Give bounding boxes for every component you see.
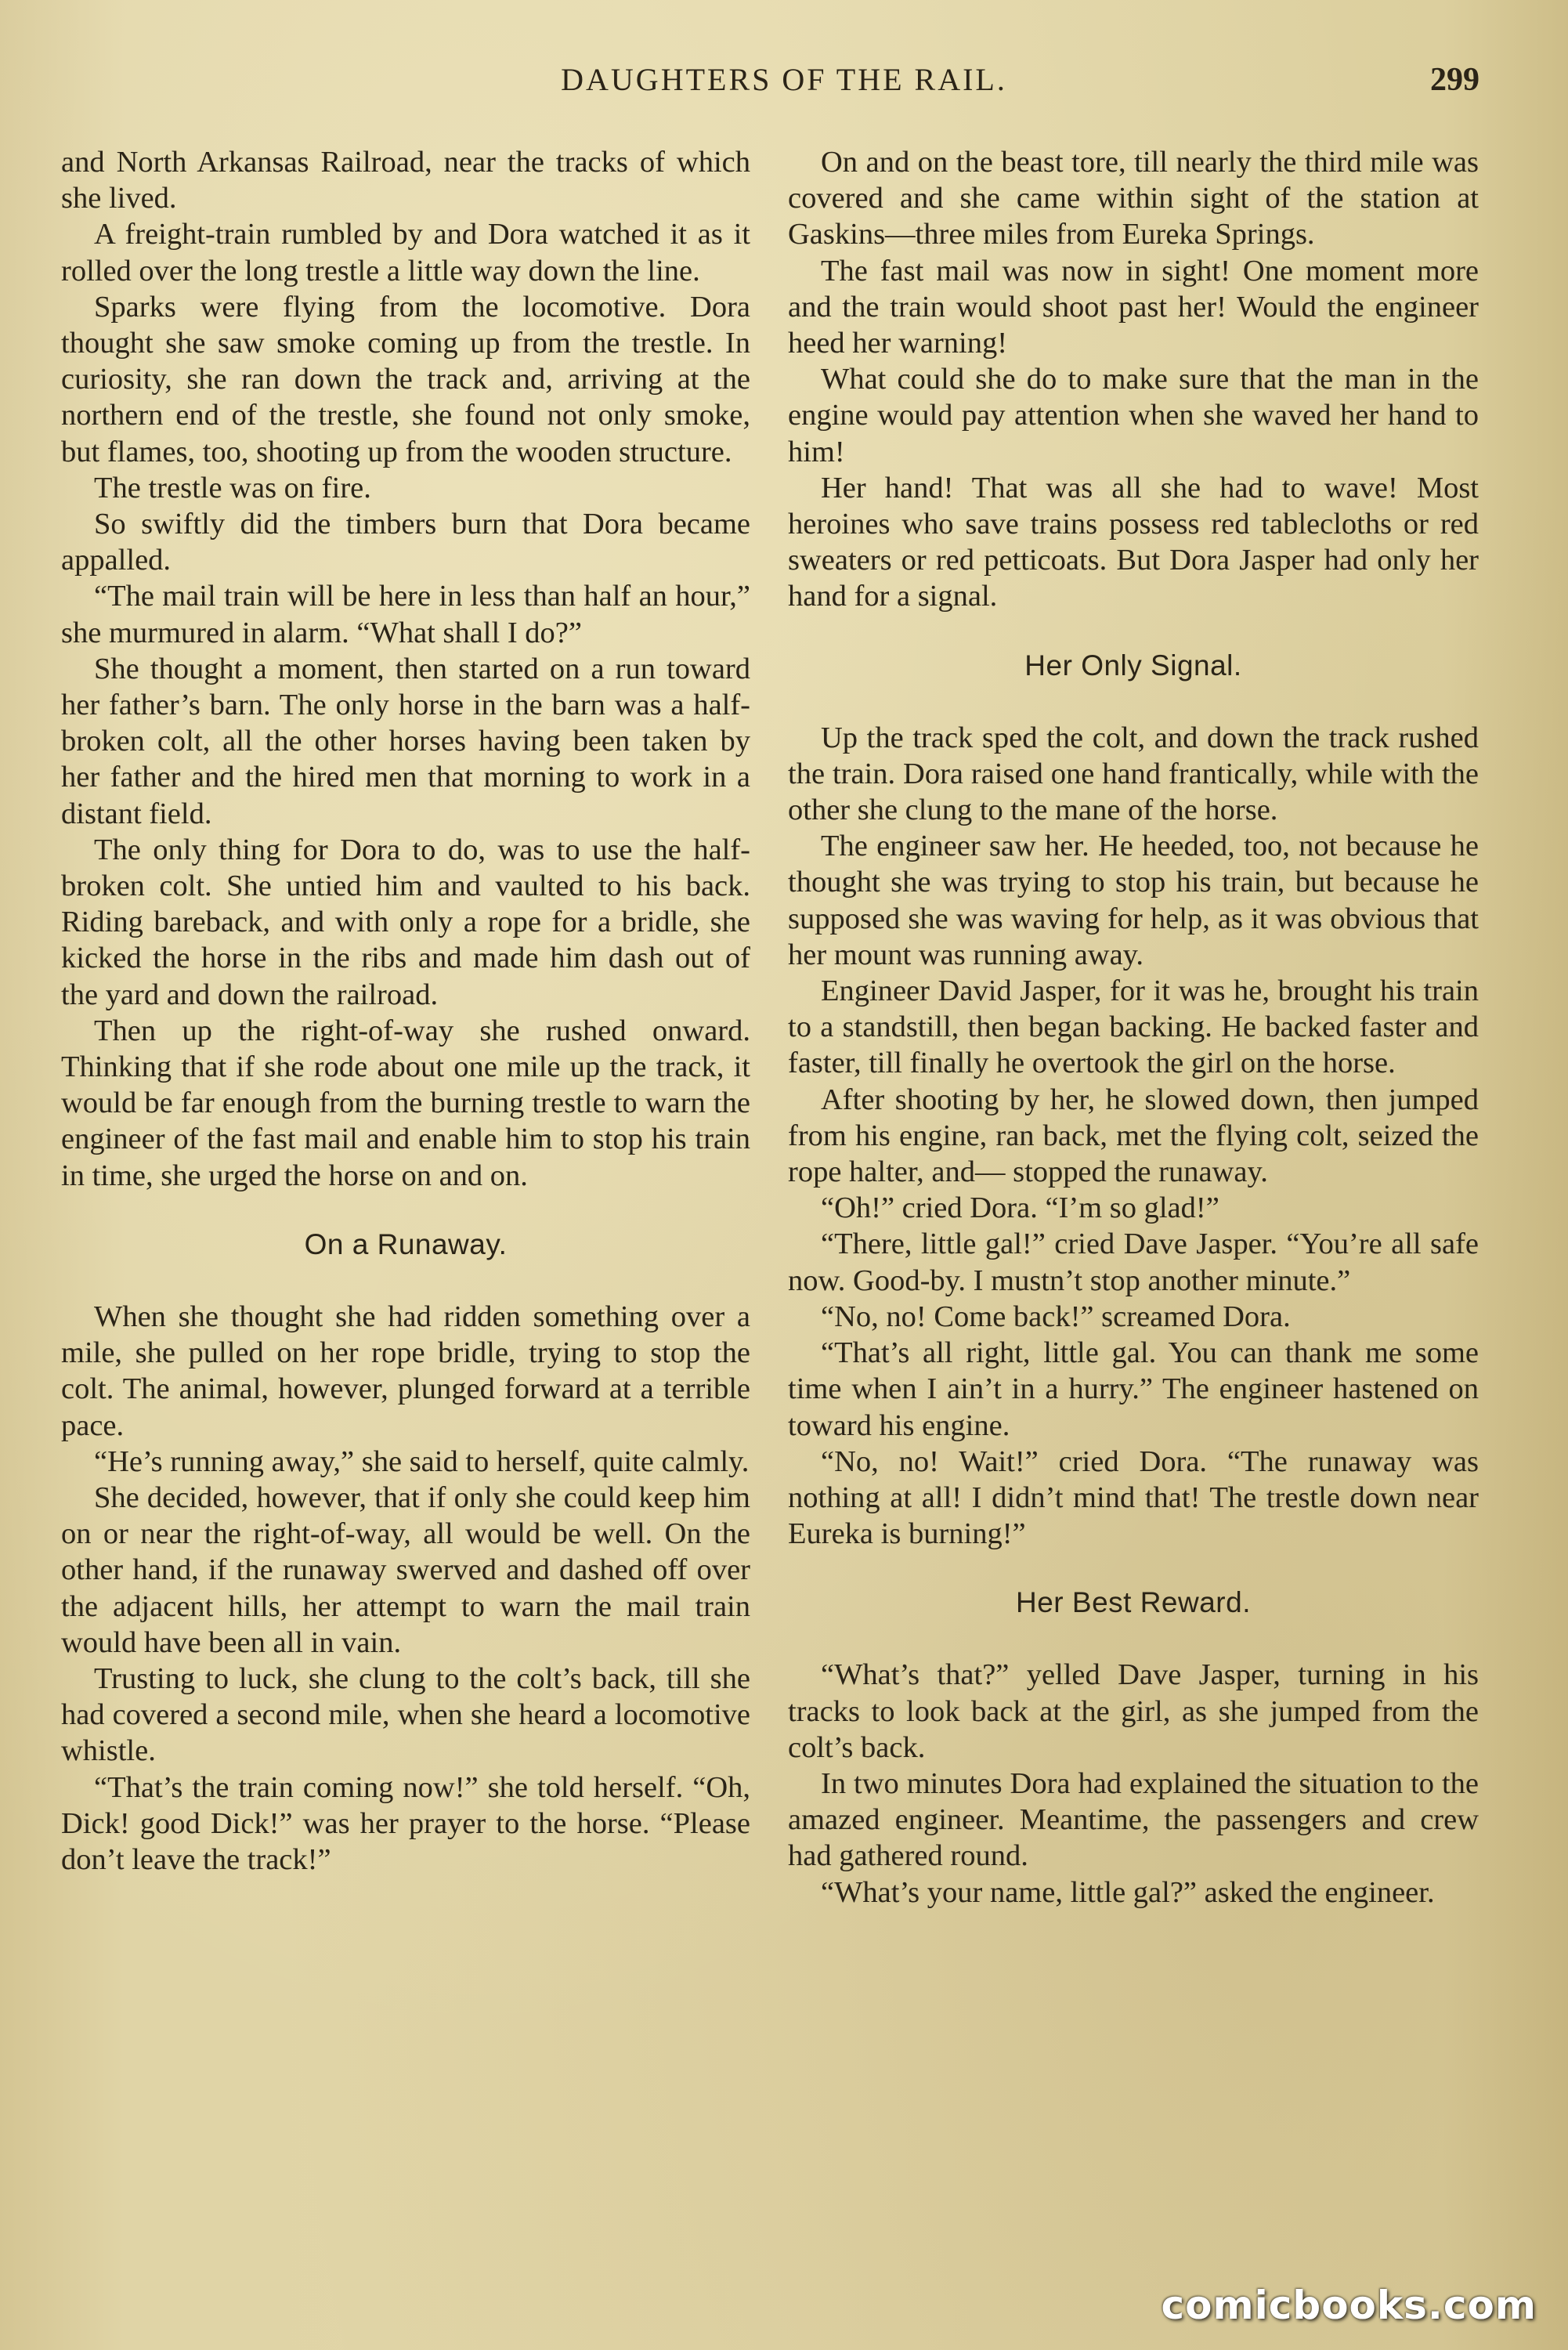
paragraph: What could she do to make sure that the man in the engine would pay attention when she waved her hand to him! — [788, 363, 1479, 468]
paragraph: and North Arkansas Railroad, near the tracks of which she lived. — [61, 146, 750, 215]
paragraph: “Oh!” cried Dora. “I’m so glad!” — [821, 1191, 1219, 1225]
paragraph: She thought a moment, then started on a run toward her father’s barn. The only horse in the barn was a half-broken colt, all the other horses having been taken by her father and the hired men that morning to work in a distant field. — [61, 652, 750, 830]
paragraph: “What’s your name, little gal?” asked the engineer. — [821, 1875, 1435, 1909]
paragraph: A freight-train rumbled by and Dora watched it as it rolled over the long trestle a little way down the line. — [61, 218, 750, 287]
paragraph: “That’s all right, little gal. You can thank me some time when I ain’t in a hurry.” The engineer hastened on toward his engine. — [788, 1336, 1479, 1442]
section-heading: Her Only Signal. — [1024, 649, 1242, 682]
paragraph: On and on the beast tore, till nearly the third mile was covered and she came within sight of the station at Gaskins—three miles from Eureka Springs. — [788, 146, 1479, 251]
paragraph: Trusting to luck, she clung to the colt’s back, till she had covered a second mile, when she heard a locomotive whistle. — [61, 1661, 750, 1768]
paragraph: “No, no! Come back!” screamed Dora. — [821, 1300, 1291, 1333]
section-heading: Her Best Reward. — [1016, 1586, 1251, 1619]
paragraph: “He’s running away,” she said to herself, quite calmly. — [94, 1444, 750, 1478]
paragraph: Engineer David Jasper, for it was he, brought his train to a standstill, then began backing. He backed faster and faster, till finally he overtook the girl on the horse. — [788, 974, 1479, 1080]
paragraph: Then up the right-of-way she rushed onward. Thinking that if she rode about one mile up the track, it would be far enough from the burning trestle to warn the engineer of the fast mail and enable him to stop his train in time, she urged the horse on and on. — [61, 1014, 750, 1192]
paragraph: In two minutes Dora had explained the situation to the amazed engineer. Meantime, the passengers and crew had gathered round. — [788, 1766, 1479, 1873]
paragraph: “What’s that?” yelled Dave Jasper, turning in his tracks to look back at the girl, as she jumped from the colt’s back. — [788, 1658, 1479, 1764]
site-watermark: comicbooks.com — [1161, 2283, 1537, 2328]
paragraph: So swiftly did the timbers burn that Dora became appalled. — [61, 508, 750, 577]
paragraph: Her hand! That was all she had to wave! Most heroines who save trains possess red tablecloths or red sweaters or red petticoats. But Dora Jasper had only her hand for a signal. — [788, 471, 1479, 613]
right-column — [788, 144, 1479, 1911]
paragraph: “The mail train will be here in less than half an hour,” she murmured in alarm. “What shall I do?” — [61, 580, 750, 649]
paragraph: “No, no! Wait!” cried Dora. “The runaway was nothing at all! I didn’t mind that! The trestle down near Eureka is burning!” — [788, 1444, 1479, 1551]
paragraph: Up the track sped the colt, and down the track rushed the train. Dora raised one hand frantically, while with the other she clung to the mane of the horse. — [788, 721, 1479, 827]
page-header — [0, 61, 1568, 116]
paragraph: She decided, however, that if only she could keep him on or near the right-of-way, all would be well. On the other hand, if the runaway swerved and dashed off over the adjacent hills, her attempt to warn the mail train would have been all in vain. — [61, 1480, 750, 1659]
paragraph: “That’s the train coming now!” she told herself. “Oh, Dick! good Dick!” was her prayer to the horse. “Please don’t leave the track!” — [61, 1770, 750, 1876]
page-number: 299 — [1430, 62, 1479, 98]
left-column — [61, 144, 750, 1878]
paragraph: After shooting by her, he slowed down, then jumped from his engine, ran back, met the flying colt, seized the rope halter, and— stopped the runaway. — [788, 1083, 1479, 1189]
paragraph: The engineer saw her. He heeded, too, not because he thought she was trying to stop his train, but because he supposed she was waving for help, as it was obvious that her mount was running away. — [788, 830, 1479, 971]
paragraph: “There, little gal!” cried Dave Jasper. “You’re all safe now. Good-by. I mustn’t stop another minute.” — [788, 1227, 1479, 1297]
section-heading: On a Runaway. — [304, 1227, 508, 1260]
paragraph: The fast mail was now in sight! One moment more and the train would shoot past her! Would the engineer heed her warning! — [788, 254, 1479, 360]
paragraph: The trestle was on fire. — [94, 471, 371, 504]
paragraph: The only thing for Dora to do, was to use the half-broken colt. She untied him and vaulted to his back. Riding bareback, and with only a rope for a bridle, she kicked the horse in the ribs and made him dash out of the yard and down the railroad. — [61, 833, 750, 1011]
paragraph: Sparks were flying from the locomotive. Dora thought she saw smoke coming up from the trestle. In curiosity, she ran down the track and, arriving at the northern end of the trestle, she found not only smoke, but flames, too, shooting up from the wooden structure. — [61, 290, 750, 468]
running-title: DAUGHTERS OF THE RAIL. — [561, 62, 1007, 97]
paragraph: When she thought she had ridden something over a mile, she pulled on her rope bridle, trying to stop the colt. The animal, however, plunged forward at a terrible pace. — [61, 1300, 750, 1442]
